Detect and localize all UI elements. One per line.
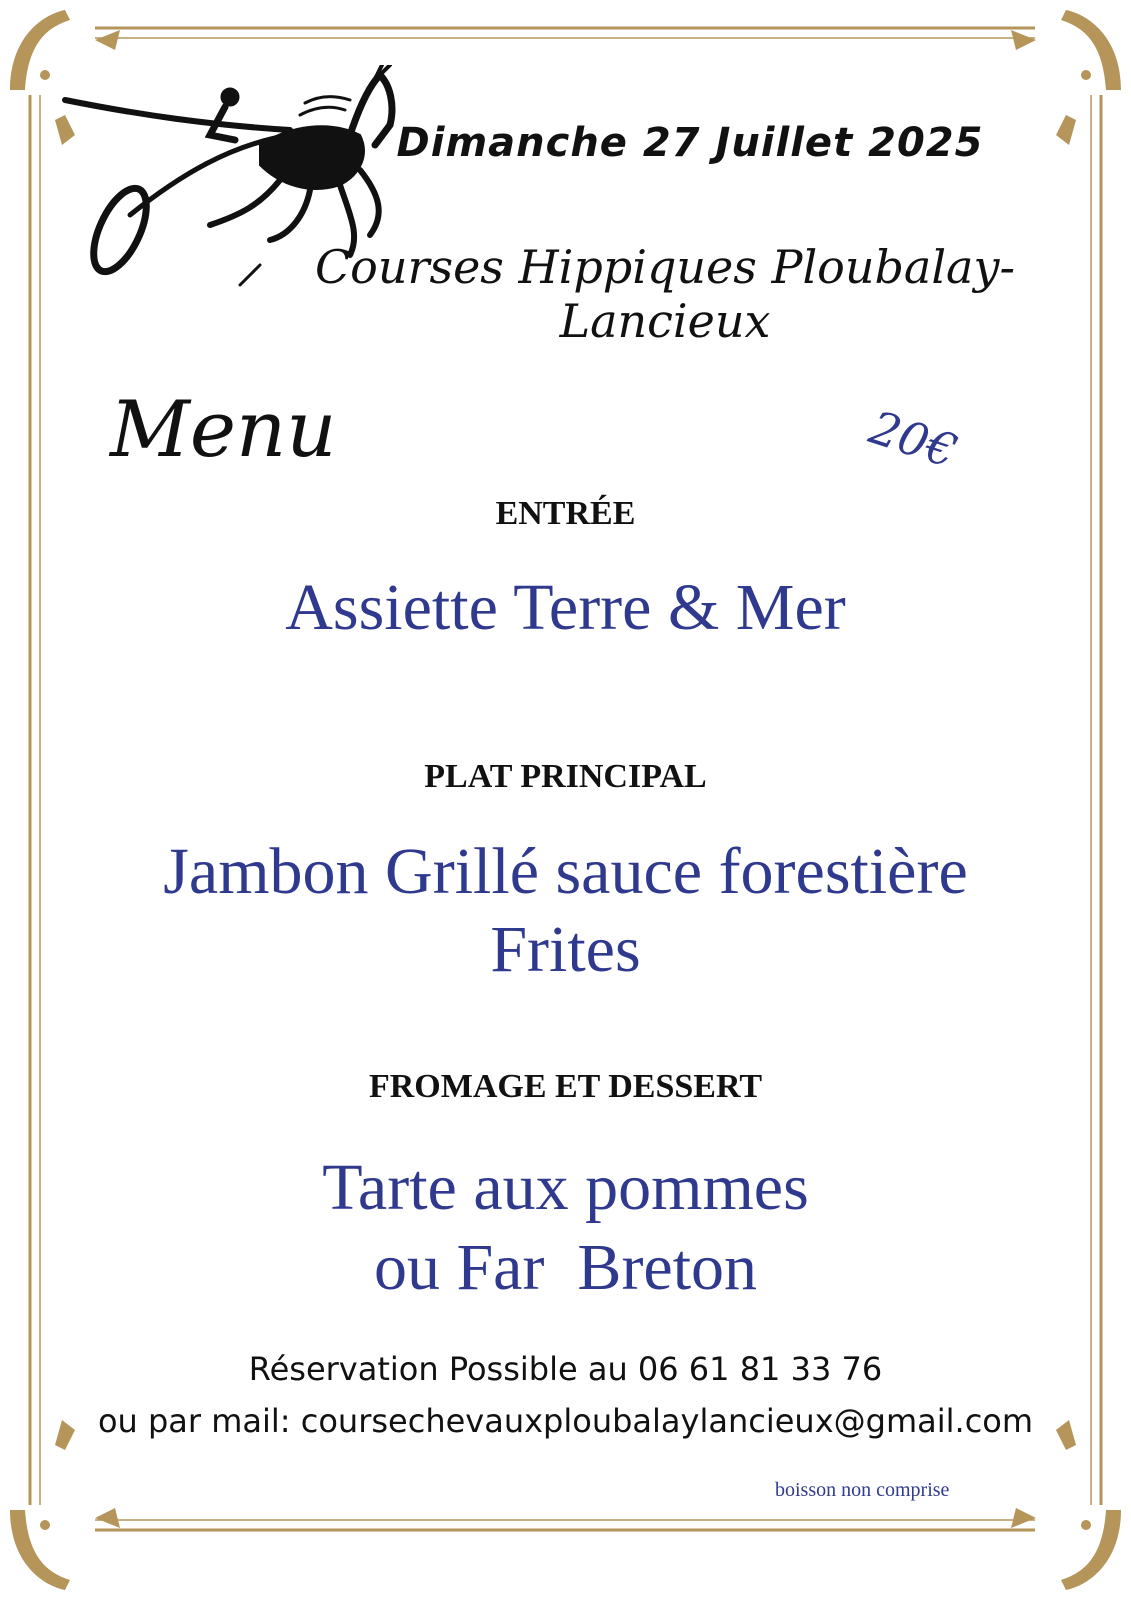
section-label-fromage-dessert: FROMAGE ET DESSERT bbox=[368, 1068, 763, 1105]
section-label-plat-principal: PLAT PRINCIPAL bbox=[424, 758, 707, 795]
dish-plat-accompaniment: Frites bbox=[490, 913, 641, 986]
reservation-email: ou par mail: coursechevauxploubalaylancieux@gmail.com bbox=[97, 1402, 1034, 1440]
section-label-entree: ENTRÉE bbox=[495, 495, 636, 532]
drinks-note: boisson non comprise bbox=[775, 1479, 950, 1501]
event-title: Courses Hippiques Ploubalay- Lancieux bbox=[314, 240, 1016, 348]
reservation-phone: Réservation Possible au 06 61 81 33 76 bbox=[248, 1350, 883, 1388]
dish-plat-principal: Jambon Grillé sauce forestière bbox=[163, 835, 968, 908]
event-date: Dimanche 27 Juillet 2025 bbox=[396, 120, 984, 166]
dish-dessert: Tarte aux pommes bbox=[322, 1151, 809, 1224]
dish-entree: Assiette Terre & Mer bbox=[285, 571, 846, 644]
menu-price: 20€ bbox=[863, 400, 964, 479]
dish-dessert-alternative: ou Far Breton bbox=[373, 1231, 758, 1304]
menu-title: Menu bbox=[110, 385, 337, 475]
